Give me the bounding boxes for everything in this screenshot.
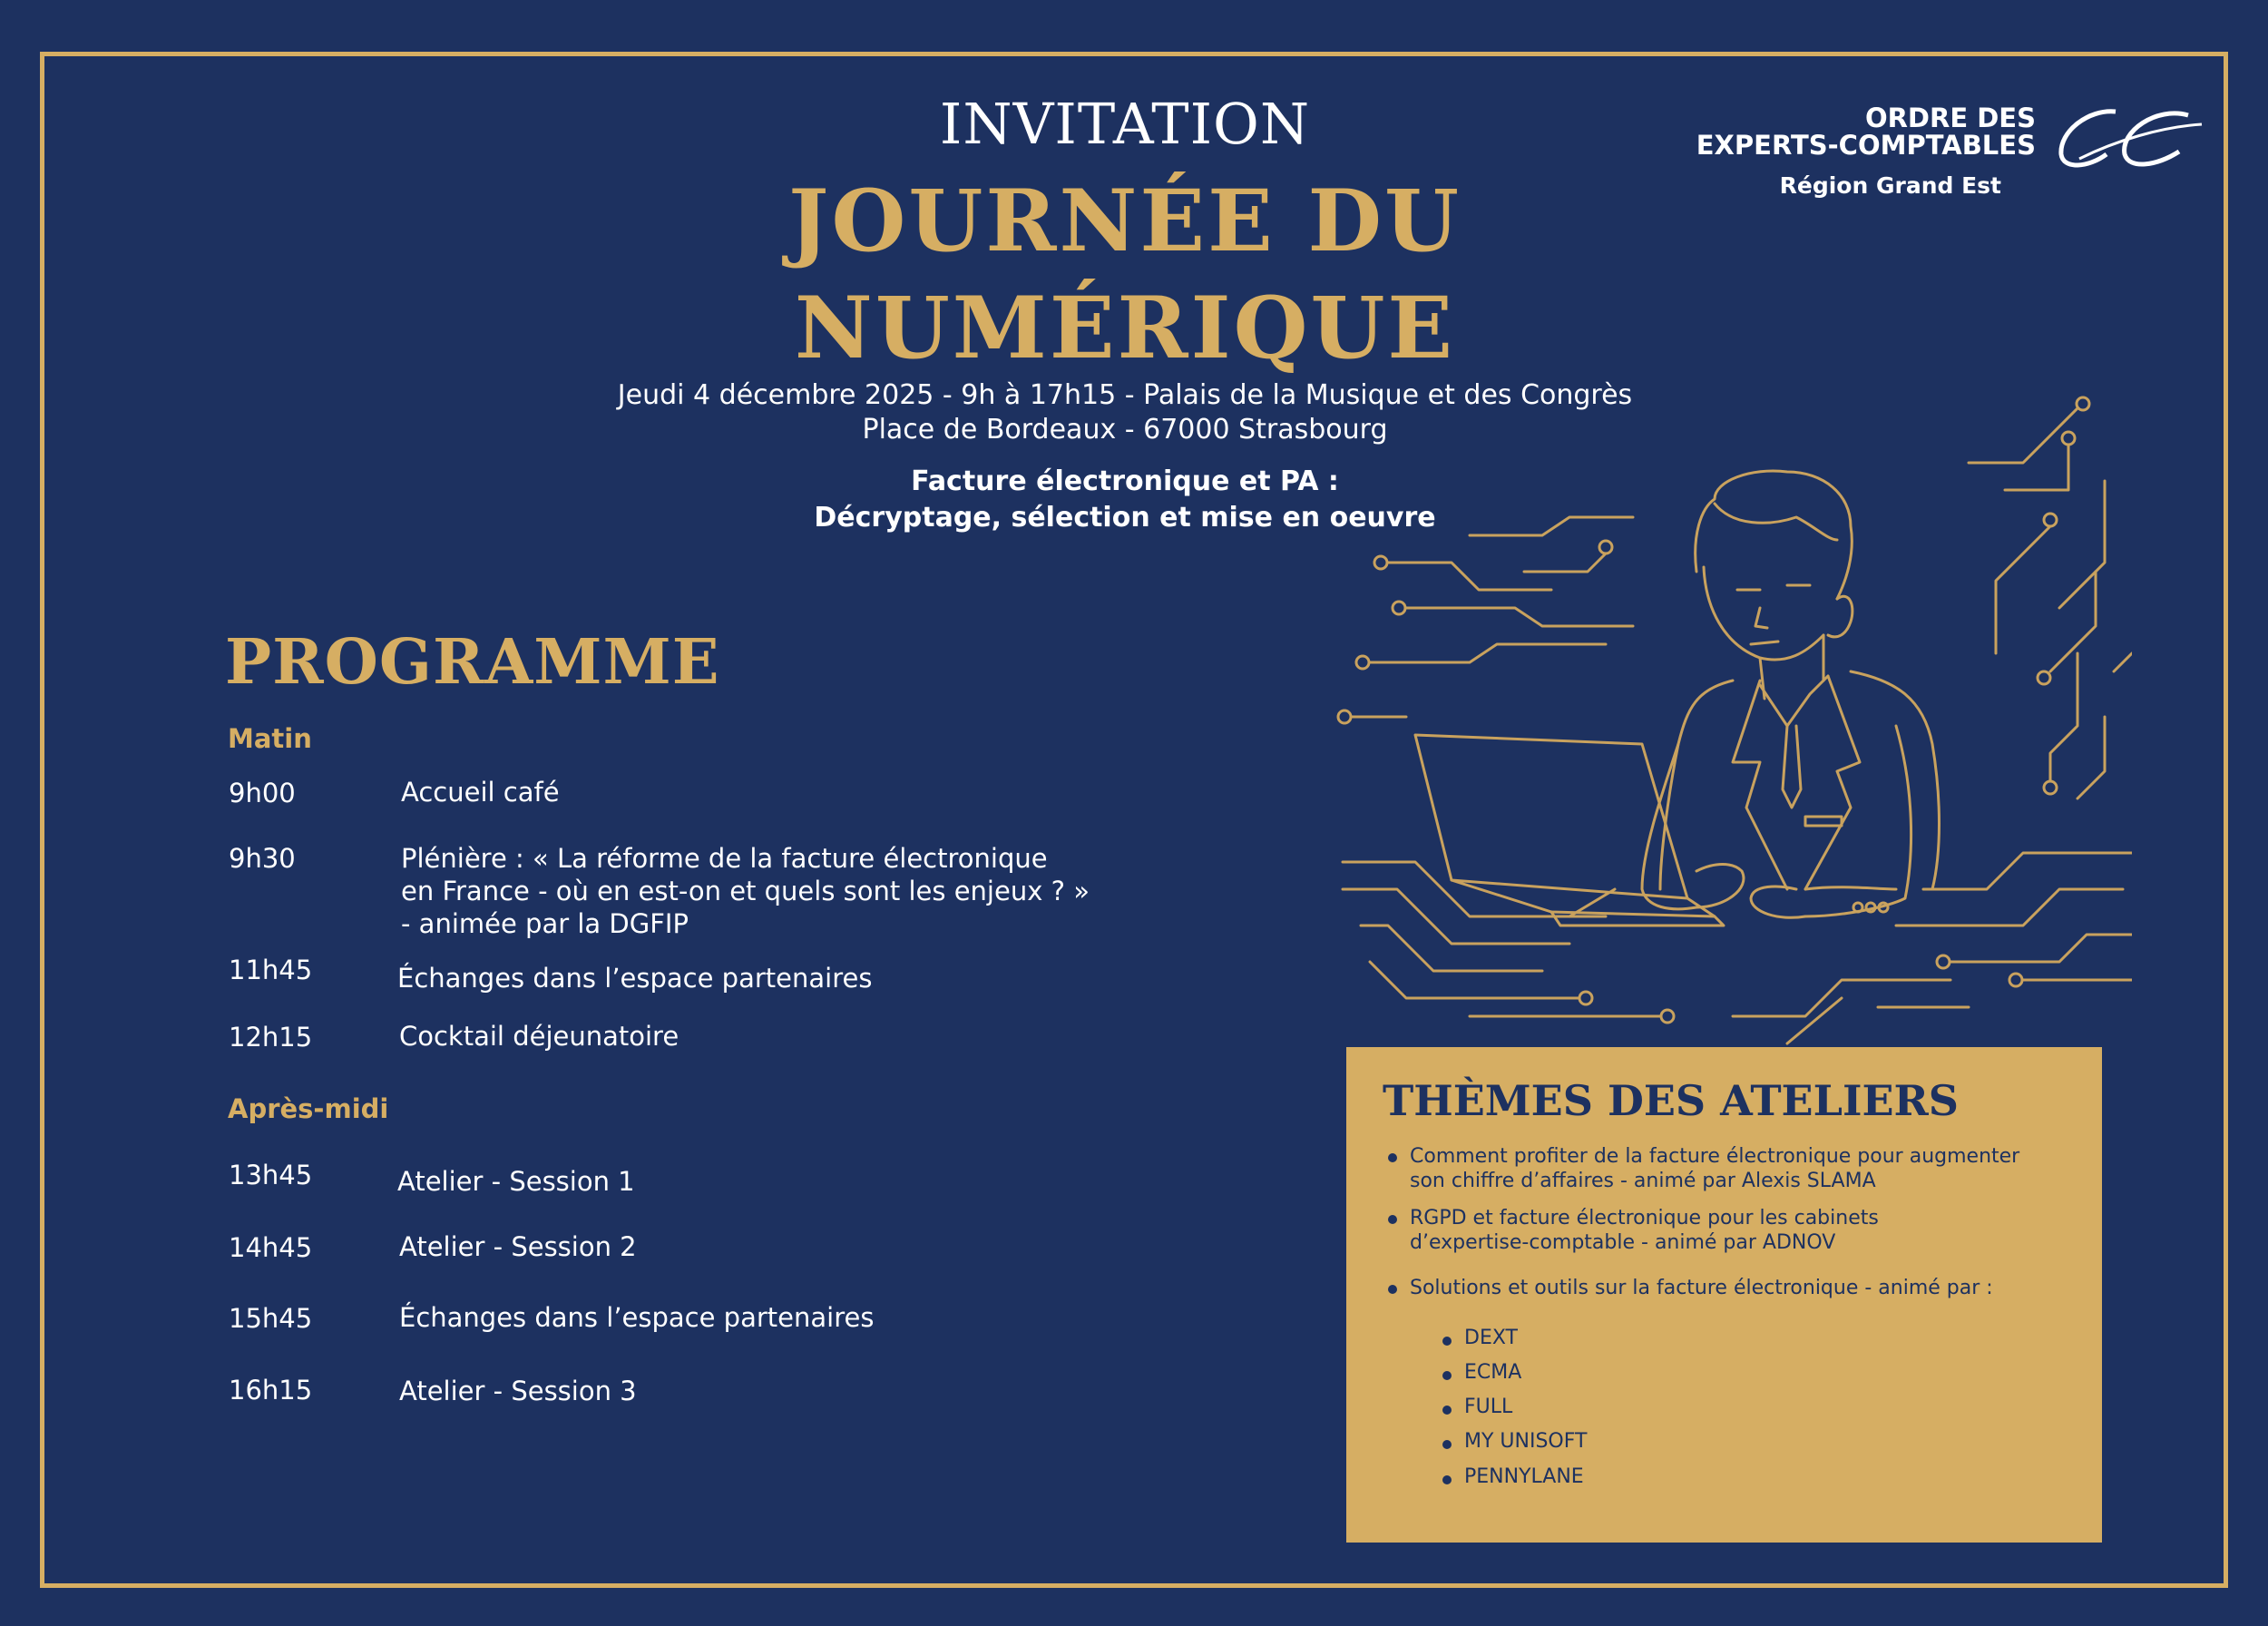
bullet-icon bbox=[1442, 1371, 1452, 1380]
schedule-time: 15h45 bbox=[229, 1303, 313, 1334]
afternoon-label: Après-midi bbox=[228, 1093, 389, 1124]
oec-monogram-icon bbox=[2052, 104, 2206, 177]
schedule-time: 9h30 bbox=[229, 843, 296, 874]
schedule-time: 13h45 bbox=[229, 1160, 313, 1190]
event-title-line-2: NUMÉRIQUE bbox=[794, 279, 1456, 378]
atelier-item-line: son chiffre d’affaires - animé par Alexis SLAMA bbox=[1410, 1170, 1876, 1192]
schedule-desc: - animée par la DGFIP bbox=[401, 908, 689, 939]
bullet-icon bbox=[1388, 1153, 1397, 1162]
invitation-label: INVITATION bbox=[939, 91, 1311, 157]
oec-logo bbox=[1651, 104, 2195, 204]
partner-item: PENNYLANE bbox=[1464, 1465, 1584, 1488]
atelier-item bbox=[1410, 1144, 2081, 1193]
schedule-desc: en France - où en est-on et quels sont les enjeux ? » bbox=[401, 876, 1090, 906]
partner-item: FULL bbox=[1464, 1396, 1513, 1418]
bullet-icon bbox=[1442, 1440, 1452, 1449]
schedule-time: 14h45 bbox=[229, 1232, 313, 1263]
atelier-item bbox=[1410, 1206, 2081, 1255]
bullet-icon bbox=[1388, 1285, 1397, 1294]
programme-title: PROGRAMME bbox=[225, 626, 720, 699]
logo-line-2: EXPERTS-COMPTABLES bbox=[1696, 130, 2036, 161]
event-date-venue: Jeudi 4 décembre 2025 - 9h à 17h15 - Palais de la Musique et des Congrès bbox=[617, 379, 1633, 411]
schedule-desc: Cocktail déjeunatoire bbox=[399, 1021, 679, 1052]
morning-label: Matin bbox=[228, 723, 312, 754]
event-title-line-1: JOURNÉE DU bbox=[788, 171, 1461, 271]
event-address: Place de Bordeaux - 67000 Strasbourg bbox=[862, 414, 1388, 446]
schedule-desc: Atelier - Session 1 bbox=[397, 1166, 635, 1197]
schedule-time: 9h00 bbox=[229, 778, 296, 808]
schedule-desc: Accueil café bbox=[401, 777, 560, 808]
partner-item: ECMA bbox=[1464, 1361, 1522, 1384]
atelier-item-line: RGPD et facture électronique pour les cabinets bbox=[1410, 1207, 1879, 1229]
schedule-desc: Plénière : « La réforme de la facture électronique bbox=[401, 843, 1048, 874]
bullet-icon bbox=[1442, 1406, 1452, 1415]
bullet-icon bbox=[1388, 1215, 1397, 1224]
event-title bbox=[708, 168, 1542, 382]
ateliers-title: THÈMES DES ATELIERS bbox=[1383, 1076, 1959, 1125]
atelier-item-line: Comment profiter de la facture électronique pour augmenter bbox=[1410, 1145, 2020, 1168]
schedule-desc: Atelier - Session 3 bbox=[399, 1376, 637, 1406]
schedule-desc: Échanges dans l’espace partenaires bbox=[397, 963, 873, 994]
schedule-desc: Échanges dans l’espace partenaires bbox=[399, 1302, 875, 1333]
logo-line-1: ORDRE DES bbox=[1864, 103, 2036, 133]
atelier-item-line: Solutions et outils sur la facture électronique - animé par : bbox=[1410, 1277, 1993, 1299]
atelier-item-line: d’expertise-comptable - animé par ADNOV bbox=[1410, 1231, 1836, 1254]
schedule-time: 11h45 bbox=[229, 955, 313, 985]
topic-line-1: Facture électronique et PA : bbox=[911, 465, 1339, 497]
atelier-item bbox=[1410, 1276, 2081, 1300]
topic-line-2: Décryptage, sélection et mise en oeuvre bbox=[814, 502, 1436, 534]
bullet-icon bbox=[1442, 1337, 1452, 1346]
schedule-time: 12h15 bbox=[229, 1022, 313, 1053]
partner-item: MY UNISOFT bbox=[1464, 1430, 1588, 1453]
schedule-time: 16h15 bbox=[229, 1375, 313, 1406]
ateliers-panel bbox=[1346, 1047, 2102, 1543]
businessman-laptop-illustration bbox=[1334, 381, 2132, 1053]
schedule-desc: Atelier - Session 2 bbox=[399, 1231, 637, 1262]
logo-region: Région Grand Est bbox=[1779, 172, 2001, 199]
bullet-icon bbox=[1442, 1475, 1452, 1484]
partner-item: DEXT bbox=[1464, 1327, 1518, 1349]
